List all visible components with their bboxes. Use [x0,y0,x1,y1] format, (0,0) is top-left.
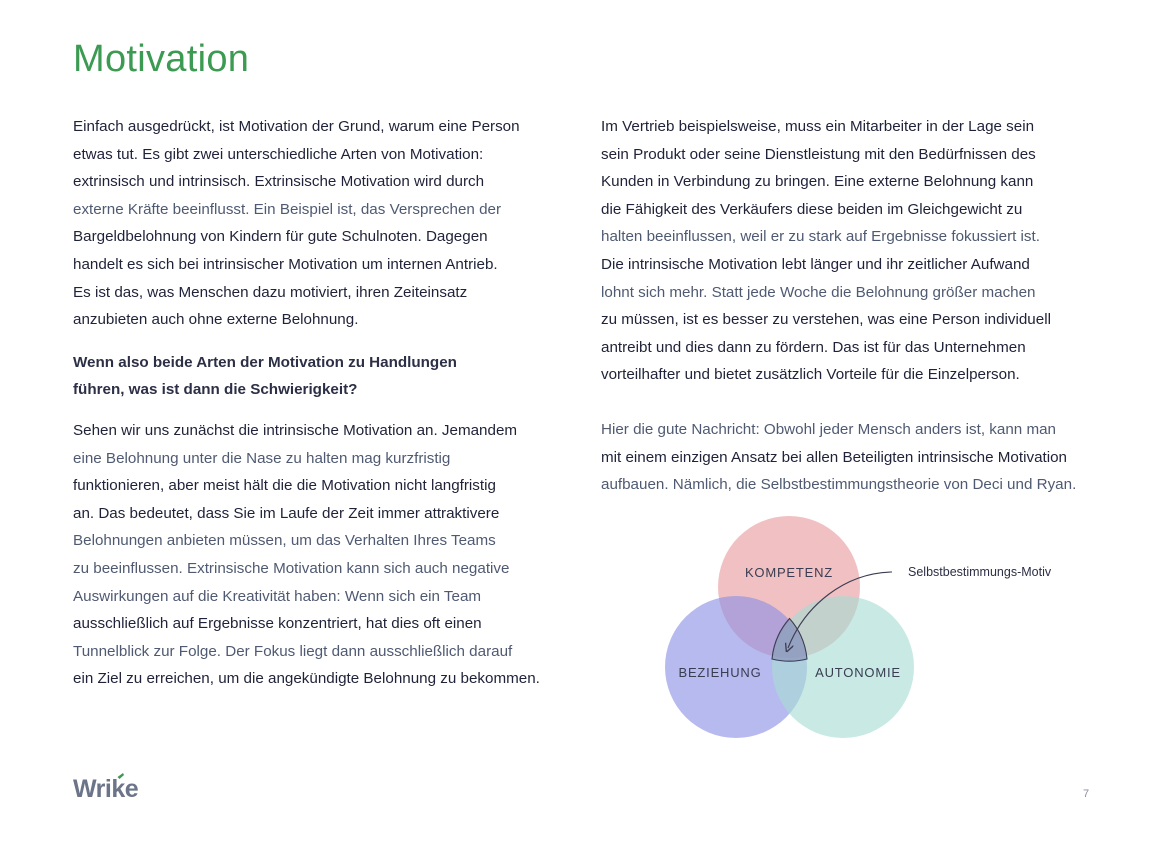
left-paragraph-1 [73,113,573,334]
kompetenz-label: KOMPETENZ [744,565,834,580]
left-paragraph-2 [73,417,573,693]
left-column [73,113,573,693]
wrike-logo [73,773,145,803]
right-paragraph-1 [601,113,1101,389]
text-line: anzubieten auch ohne externe Belohnung. [73,311,359,329]
autonomie-label: AUTONOMIE [815,665,901,680]
text-line: halten beeinflussen, weil er zu stark auf Ergebnisse fokussiert ist. [601,228,1040,246]
text-line: Hier die gute Nachricht: Obwohl jeder Mensch anders ist, kann man [601,420,1057,438]
text-line: vorteilhafter und bietet zusätzlich Vorteile für die Einzelperson. [601,366,1020,384]
text-line: lohnt sich mehr. Statt jede Woche die Belohnung größer machen [601,283,1036,301]
text-line: mit einem einzigen Ansatz bei allen Beteiligten intrinsische Motivation [601,448,1067,466]
logo-text: Wrike [73,775,139,803]
text-line: zu müssen, ist es besser zu verstehen, was eine Person individuell [601,311,1051,329]
text-line: etwas tut. Es gibt zwei unterschiedliche Arten von Motivation: [73,145,484,163]
text-line: Kunden in Verbindung zu bringen. Eine externe Belohnung kann [601,173,1034,191]
text-line: Es ist das, was Menschen dazu motiviert, ihren Zeiteinsatz [73,283,468,301]
text-line: Belohnungen anbieten müssen, um das Verhalten Ihres Teams [73,532,496,550]
text-line: Bargeldbelohnung von Kindern für gute Schulnoten. Dagegen [73,228,488,246]
text-line: funktionieren, aber meist hält die die Motivation nicht langfristig [73,477,496,495]
text-line: Auswirkungen auf die Kreativität haben: Wenn sich ein Team [73,587,482,605]
beziehung-label: BEZIEHUNG [678,665,762,680]
text-line: Tunnelblick zur Folge. Der Fokus liegt dann ausschließlich darauf [73,642,513,660]
text-line: sein Produkt oder seine Dienstleistung mit den Bedürfnissen des [601,145,1036,163]
text-line: externe Kräfte beeinflusst. Ein Beispiel ist, das Versprechen der [73,200,502,218]
heading-line: Wenn also beide Arten der Motivation zu Handlungen [73,353,457,371]
text-line: Einfach ausgedrückt, ist Motivation der Grund, warum eine Person [73,118,520,135]
text-line: antreibt und dies dann zu fördern. Das ist für das Unternehmen [601,338,1026,356]
page-number: 7 [1083,788,1090,800]
text-line: eine Belohnung unter die Nase zu halten mag kurzfristig [73,449,451,467]
text-line: extrinsisch und intrinsisch. Extrinsische Motivation wird durch [73,173,485,191]
text-line: Im Vertrieb beispielsweise, muss ein Mitarbeiter in der Lage sein [601,118,1035,135]
text-line: Die intrinsische Motivation lebt länger und ihr zeitlicher Aufwand [601,255,1030,273]
heading-line: führen, was ist dann die Schwierigkeit? [73,381,358,399]
right-paragraph-2 [601,416,1101,499]
section-heading [73,349,573,404]
text-line: ausschließlich auf Ergebnisse konzentriert, hat dies oft einen [73,615,482,633]
text-line: die Fähigkeit des Verkäufers diese beiden im Gleichgewicht zu [601,200,1023,218]
text-line: ein Ziel zu erreichen, um die angekündigte Belohnung zu bekommen. [73,670,540,688]
annotation-label: Selbstbestimmungs-Motiv [908,565,1052,579]
text-line: an. Das bedeutet, dass Sie im Laufe der Zeit immer attraktivere [73,504,500,522]
right-column [601,113,1101,499]
text-line: zu beeinflussen. Extrinsische Motivation kann sich auch negative [73,559,510,577]
text-line: Sehen wir uns zunächst die intrinsische Motivation an. Jemandem [73,421,518,439]
page-title: Motivation [73,38,250,80]
venn-diagram [660,515,1100,743]
text-line: aufbauen. Nämlich, die Selbstbestimmungstheorie von Deci und Ryan. [601,476,1077,494]
text-line: handelt es sich bei intrinsischer Motivation um internen Antrieb. [73,255,498,273]
